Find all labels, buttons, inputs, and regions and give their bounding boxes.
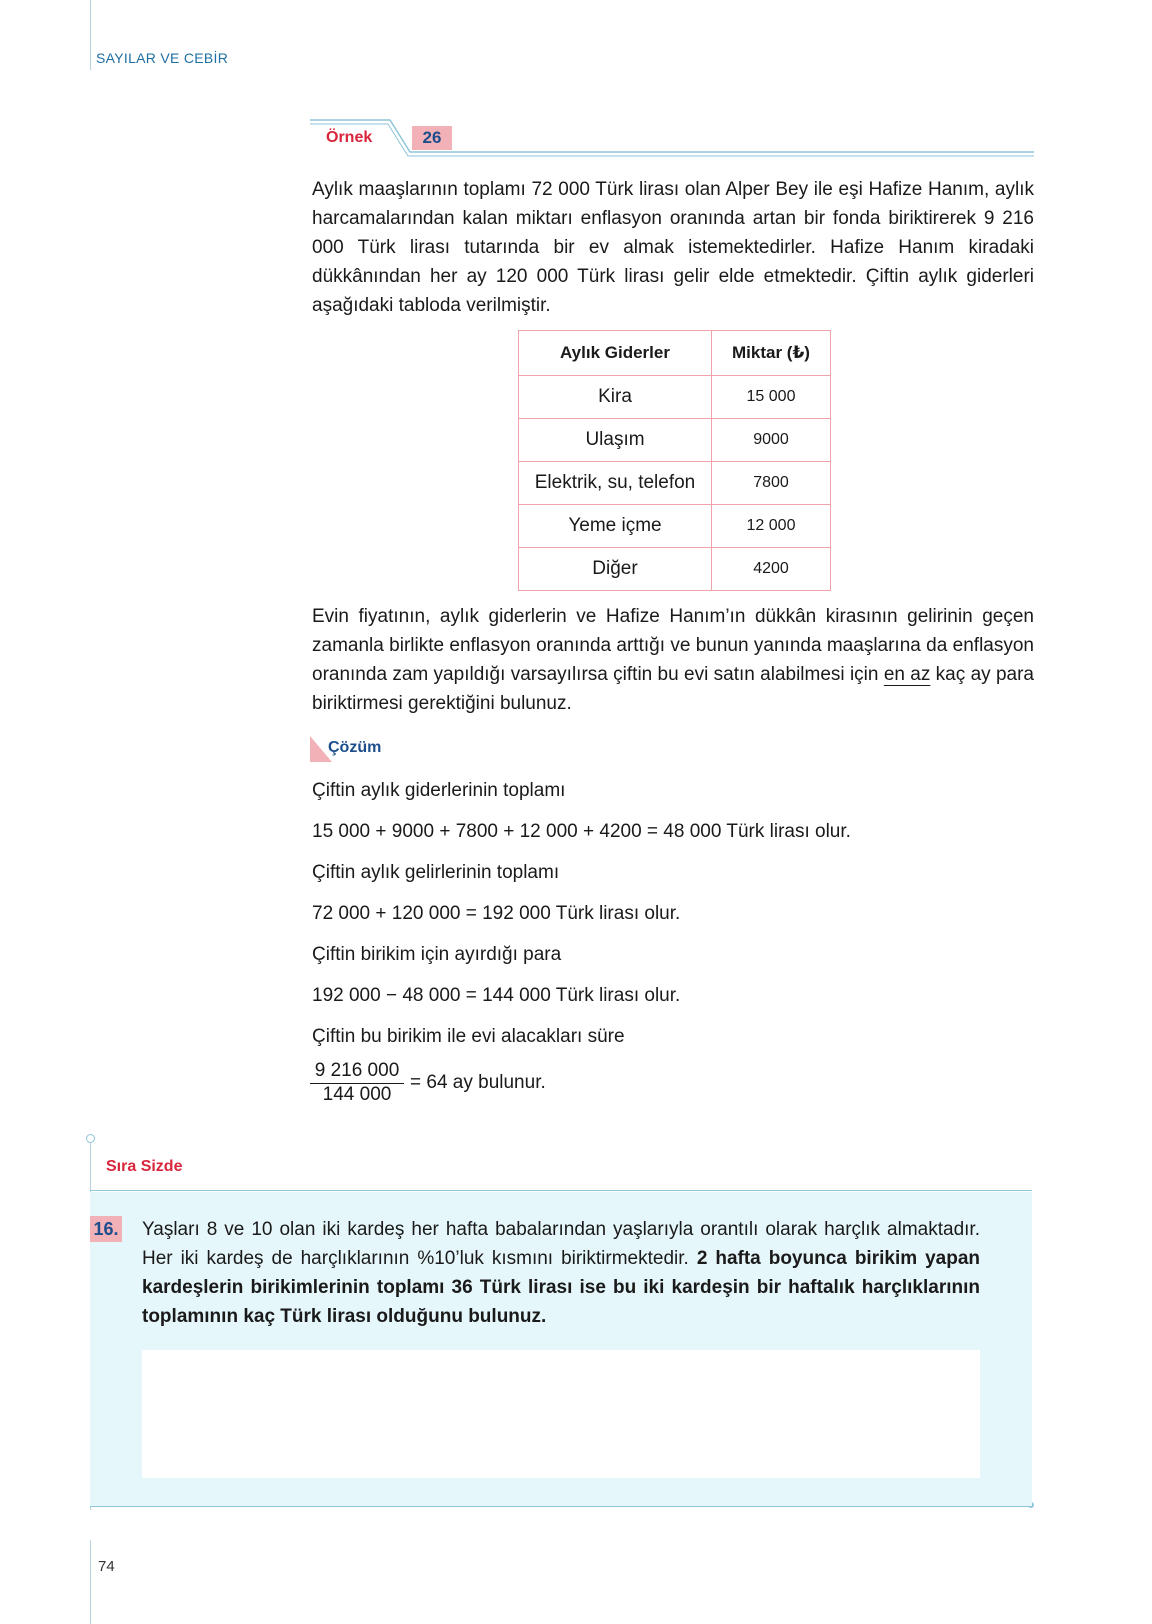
solution-line: Çiftin aylık gelirlerinin toplamı: [312, 862, 560, 883]
solution-line: 72 000 + 120 000 = 192 000 Türk lirası olur.: [312, 903, 681, 924]
table-row: [519, 376, 831, 419]
fraction-result: = 64 ay bulunur.: [410, 1072, 546, 1093]
question-bold-text: 2 hafta boyunca birikim yapan kardeşlerin birikimlerinin toplamı 36 Türk lirası ise bu iki kardeşin bir haftalık harçlıklarının toplamının kaç Türk lirası olduğunu bulunuz.: [142, 1248, 980, 1327]
sira-sizde-top-rule: [90, 1190, 1032, 1191]
paragraph-text: Evin fiyatının, aylık giderlerin ve Hafize Hanım’ın dükkân kirasının gelirinin geçen zamanla birlikte enflasyon oranında arttığı ve bunun yanında maaşlarına da enflasyon oranında zam yapıldığı varsayılırsa çiftin bu evi satın alabilmesi için: [312, 606, 1034, 685]
question-number: 16.: [90, 1216, 122, 1242]
paragraph-text: kaç ay para biriktirmesi gerektiğini bulunuz.: [312, 664, 1034, 714]
table-cell-item: Ulaşım: [519, 419, 712, 462]
table-cell-amount: 7800: [712, 462, 831, 505]
table-cell-amount: 15 000: [712, 376, 831, 419]
margin-dot-icon: [86, 1134, 95, 1143]
table-cell-amount: 4200: [712, 548, 831, 591]
sira-sizde-title: Sıra Sizde: [106, 1158, 183, 1175]
expenses-table: [518, 330, 831, 591]
table-cell-item: Diğer: [519, 548, 712, 591]
table-row: [519, 462, 831, 505]
solution-line: Çiftin bu birikim ile evi alacakları süre: [312, 1026, 625, 1047]
page-number: 74: [98, 1558, 115, 1575]
underlined-phrase: en az: [883, 664, 931, 685]
section-title: SAYILAR VE CEBİR: [96, 50, 229, 66]
example-paragraph-2: [312, 602, 1034, 718]
table-header-expenses: Aylık Giderler: [519, 331, 712, 376]
question-normal-text: Yaşları 8 ve 10 olan iki kardeş her hafta babalarından yaşlarıyla orantılı olarak harçlık almaktadır. Her iki kardeş de harçlıklarının %10’luk kısmını biriktirmektedir.: [142, 1219, 980, 1269]
solution-line: Çiftin birikim için ayırdığı para: [312, 944, 562, 965]
table-cell-item: Yeme içme: [519, 505, 712, 548]
solution-line: Çiftin aylık giderlerinin toplamı: [312, 780, 566, 801]
example-number: 26: [412, 126, 452, 150]
answer-area[interactable]: [142, 1350, 980, 1478]
table-cell-item: Elektrik, su, telefon: [519, 462, 712, 505]
table-row: [519, 419, 831, 462]
solution-fraction: [310, 1060, 404, 1106]
table-row: [519, 548, 831, 591]
table-header-row: [519, 331, 831, 376]
solution-label: Çözüm: [328, 739, 382, 756]
question-text: [142, 1215, 980, 1331]
table-cell-amount: 12 000: [712, 505, 831, 548]
margin-line-bottom: [90, 1540, 91, 1624]
margin-line-top: [90, 0, 91, 70]
fraction-numerator: 9 216 000: [310, 1060, 404, 1084]
table-cell-item: Kira: [519, 376, 712, 419]
solution-line: 15 000 + 9000 + 7800 + 12 000 + 4200 = 48 000 Türk lirası olur.: [312, 821, 851, 842]
table-header-amount: Miktar (₺): [712, 331, 831, 376]
table-cell-amount: 9000: [712, 419, 831, 462]
sira-sizde-bottom-rule: [90, 1506, 1032, 1507]
example-paragraph-1: Aylık maaşlarının toplamı 72 000 Türk lirası olan Alper Bey ile eşi Hafize Hanım, aylık harcamalarından kalan miktarı enflasyon oranında artan bir fonda biriktirerek 9 216 000 Türk lirası tutarında bir ev almak istemektedirler. Hafize Hanım kiradaki dükkânından her ay 120 000 Türk lirası gelir elde etmektedir. Çiftin aylık giderleri aşağıdaki tabloda verilmiştir.: [312, 179, 1034, 316]
fraction-denominator: 144 000: [322, 1084, 392, 1105]
solution-line: 192 000 − 48 000 = 144 000 Türk lirası olur.: [312, 985, 681, 1006]
table-row: [519, 505, 831, 548]
example-label: Örnek: [326, 129, 373, 146]
